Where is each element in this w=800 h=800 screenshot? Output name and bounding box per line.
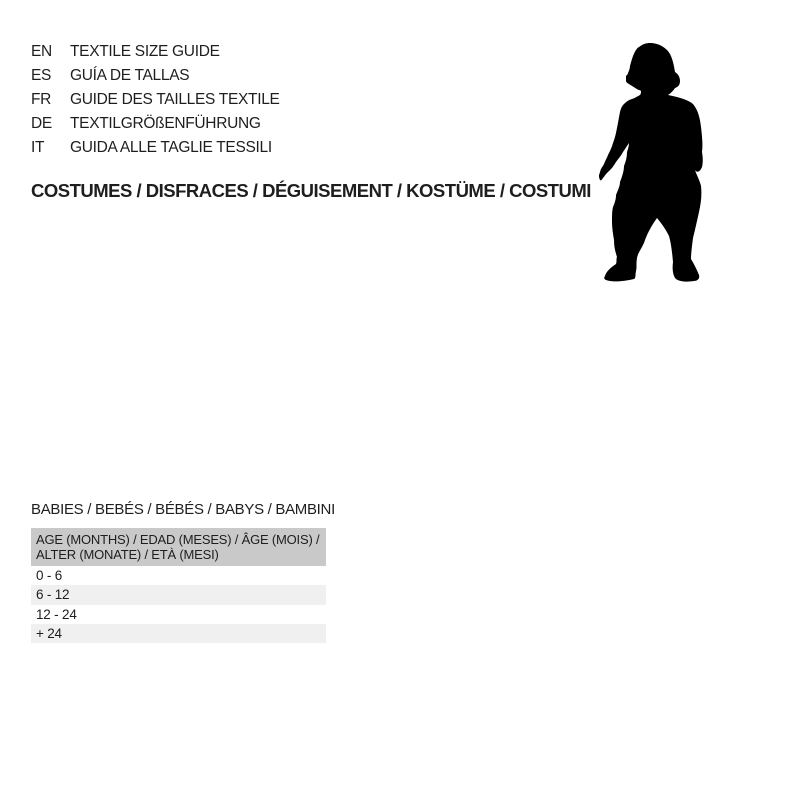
table-row: 12 - 24 xyxy=(31,605,326,624)
baby-silhouette-svg xyxy=(597,40,707,285)
baby-silhouette xyxy=(597,40,707,285)
language-row xyxy=(31,136,280,160)
table-row: 6 - 12 xyxy=(31,585,326,604)
table-row: + 24 xyxy=(31,624,326,643)
table-row: 0 - 6 xyxy=(31,566,326,585)
category-title: COSTUMES / DISFRACES / DÉGUISEMENT / KOSTÜME / COSTUMI xyxy=(31,180,591,201)
language-code: FR xyxy=(31,91,52,108)
baby-silhouette-path xyxy=(599,43,703,282)
language-label: GUIDE DES TAILLES TEXTILE xyxy=(70,91,280,108)
section-title-babies: BABIES / BEBÉS / BÉBÉS / BABYS / BAMBINI xyxy=(31,501,335,518)
language-code: DE xyxy=(31,115,52,132)
language-label: GUIDA ALLE TAGLIE TESSILI xyxy=(70,139,272,156)
table-body xyxy=(31,566,326,643)
language-label: TEXTILGRÖßENFÜHRUNG xyxy=(70,115,261,132)
table-header: AGE (MONTHS) / EDAD (MESES) / ÂGE (MOIS) / ALTER (MONATE) / ETÀ (MESI) xyxy=(31,528,326,566)
language-row xyxy=(31,88,280,112)
language-label: TEXTILE SIZE GUIDE xyxy=(70,43,220,60)
language-label: GUÍA DE TALLAS xyxy=(70,67,190,84)
language-row xyxy=(31,112,280,136)
age-size-table xyxy=(31,528,326,643)
language-code: ES xyxy=(31,67,52,84)
language-row xyxy=(31,40,280,64)
language-code: EN xyxy=(31,43,52,60)
language-row xyxy=(31,64,280,88)
language-list xyxy=(31,40,280,160)
language-code: IT xyxy=(31,139,45,156)
